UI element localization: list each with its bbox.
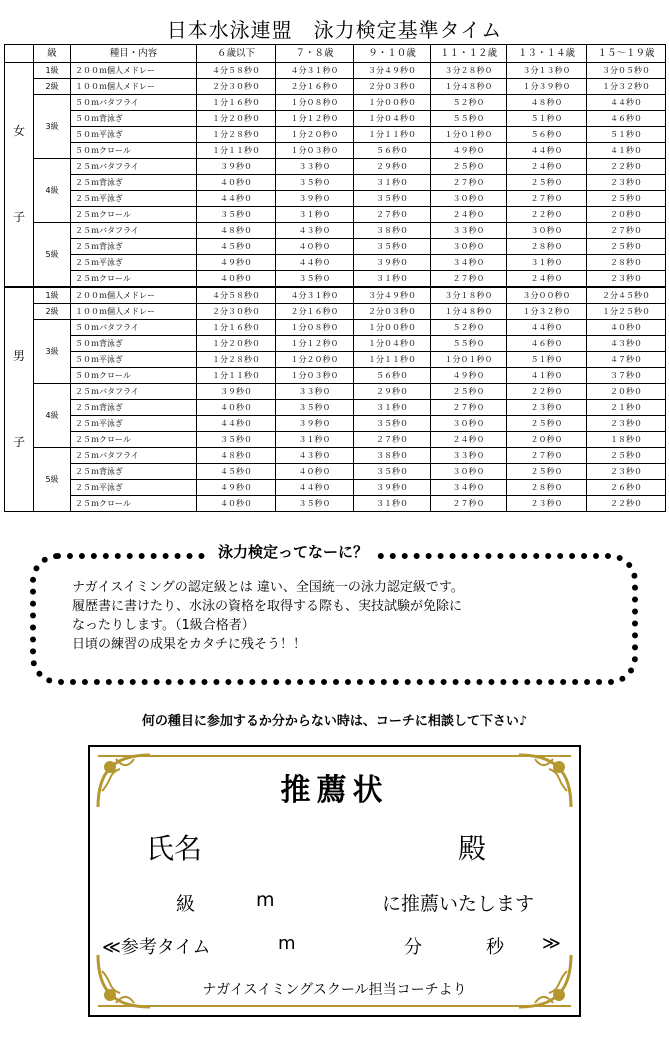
table-row <box>5 416 666 432</box>
time-cell: ２９秒０ <box>354 159 431 175</box>
table-row <box>5 480 666 496</box>
time-cell: ５６秒０ <box>507 127 587 143</box>
time-cell: ２３秒０ <box>587 175 666 191</box>
sex-cell <box>5 63 34 288</box>
time-cell: ５２秒０ <box>431 95 507 111</box>
column-header: １３・１４歳 <box>507 45 587 63</box>
table-row <box>5 432 666 448</box>
table-header-row <box>5 45 666 63</box>
time-cell: １分２８秒０ <box>197 127 276 143</box>
certificate-title: 推薦状 <box>280 773 389 808</box>
table-row <box>5 111 666 127</box>
time-cell: ３４秒０ <box>431 480 507 496</box>
time-cell: ３５秒０ <box>276 175 354 191</box>
honorific-label: 殿 <box>458 832 487 865</box>
time-cell: ３０秒０ <box>431 191 507 207</box>
time-cell: ２４秒０ <box>507 159 587 175</box>
time-cell: ２６秒０ <box>587 480 666 496</box>
recommend-text: に推薦いたします <box>382 893 535 915</box>
time-cell: ３３秒０ <box>276 384 354 400</box>
time-cell: １分１１秒０ <box>354 352 431 368</box>
standard-times-table <box>4 44 666 512</box>
time-cell: ４０秒０ <box>197 175 276 191</box>
time-cell: ４０秒０ <box>276 464 354 480</box>
time-cell: １分４８秒０ <box>431 79 507 95</box>
table-row <box>5 191 666 207</box>
info-line: ナガイスイミングの認定級とは 違い、全国統一の泳力認定級です。 <box>72 580 464 595</box>
time-cell: ４０秒０ <box>197 400 276 416</box>
event-cell: ２５ｍ平泳ぎ <box>71 255 197 271</box>
level-cell: 2級 <box>34 304 71 320</box>
time-cell: ４４秒０ <box>197 191 276 207</box>
time-cell: ３分１３秒０ <box>507 63 587 79</box>
time-cell: ４６秒０ <box>587 111 666 127</box>
time-cell: １分２０秒０ <box>197 111 276 127</box>
time-cell: ４分３１秒０ <box>276 287 354 304</box>
column-header: ６歳以下 <box>197 45 276 63</box>
time-cell: １分０４秒０ <box>354 111 431 127</box>
time-cell: ２分３０秒０ <box>197 304 276 320</box>
event-cell: ２５ｍクロール <box>71 432 197 448</box>
consult-notice: 何の種目に参加するか分からない時は、コーチに相談して下さい♪ <box>141 714 528 729</box>
table-row <box>5 127 666 143</box>
time-cell: ２５秒０ <box>431 159 507 175</box>
table-row <box>5 159 666 175</box>
time-cell: １分０１秒０ <box>431 127 507 143</box>
time-cell: ３５秒０ <box>354 464 431 480</box>
time-cell: ２２秒０ <box>507 207 587 223</box>
time-cell: ２３秒０ <box>587 271 666 288</box>
time-cell: ２分４５秒０ <box>587 287 666 304</box>
time-cell: １８秒０ <box>587 432 666 448</box>
time-cell: ２７秒０ <box>431 496 507 512</box>
time-cell: ４５秒０ <box>197 239 276 255</box>
time-cell: ２２秒０ <box>507 384 587 400</box>
info-line: 日頃の練習の成果をカタチに残そう！！ <box>72 637 307 652</box>
event-cell: ２５ｍクロール <box>71 207 197 223</box>
time-cell: ３５秒０ <box>354 191 431 207</box>
event-cell: ２５ｍ背泳ぎ <box>71 400 197 416</box>
time-cell: ２分１６秒０ <box>276 304 354 320</box>
column-header: ９・１０歳 <box>354 45 431 63</box>
time-cell: ２５秒０ <box>587 448 666 464</box>
time-cell: ２７秒０ <box>431 400 507 416</box>
sex-cell <box>5 287 34 512</box>
time-cell: １分１６秒０ <box>197 320 276 336</box>
event-cell: １００ｍ個人メドレー <box>71 304 197 320</box>
level-cell: 3級 <box>34 95 71 159</box>
time-cell: ３分１８秒０ <box>431 287 507 304</box>
seconds-label: 秒 <box>486 937 504 958</box>
name-label: 氏名 <box>146 832 203 865</box>
time-cell: ２７秒０ <box>587 223 666 239</box>
minutes-label: 分 <box>404 937 422 958</box>
time-cell: ４１秒０ <box>507 368 587 384</box>
table-row <box>5 320 666 336</box>
time-cell: ４３秒０ <box>276 223 354 239</box>
time-cell: ２０秒０ <box>507 432 587 448</box>
time-cell: １分１１秒０ <box>354 127 431 143</box>
event-cell: ５０ｍクロール <box>71 143 197 159</box>
time-cell: ４０秒０ <box>197 271 276 288</box>
time-cell: ３０秒０ <box>431 239 507 255</box>
time-cell: ３５秒０ <box>354 416 431 432</box>
table-row <box>5 368 666 384</box>
level-cell: 5級 <box>34 223 71 288</box>
table-row <box>5 448 666 464</box>
event-cell: ２５ｍ平泳ぎ <box>71 416 197 432</box>
time-cell: ４分５８秒０ <box>197 287 276 304</box>
column-header: 種目・内容 <box>71 45 197 63</box>
level-cell: 2級 <box>34 79 71 95</box>
kyu-label: 級 <box>176 893 196 915</box>
time-cell: ３分４９秒０ <box>354 287 431 304</box>
time-cell: ３１秒０ <box>354 175 431 191</box>
recommendation-certificate <box>88 745 581 1017</box>
table-row <box>5 464 666 480</box>
info-box-body <box>72 578 464 654</box>
table-row <box>5 384 666 400</box>
time-cell: ３５秒０ <box>197 207 276 223</box>
time-cell: ４９秒０ <box>431 368 507 384</box>
time-cell: ２４秒０ <box>431 432 507 448</box>
event-cell: ２５ｍクロール <box>71 271 197 288</box>
event-cell: ２５ｍバタフライ <box>71 159 197 175</box>
time-cell: １分０８秒０ <box>276 320 354 336</box>
time-cell: ２２秒０ <box>587 496 666 512</box>
time-cell: １分０４秒０ <box>354 336 431 352</box>
time-cell: ４０秒０ <box>587 320 666 336</box>
time-cell: １分２５秒０ <box>587 304 666 320</box>
time-cell: ３１秒０ <box>276 432 354 448</box>
time-cell: ４１秒０ <box>587 143 666 159</box>
time-cell: ２７秒０ <box>507 191 587 207</box>
time-cell: ２分１６秒０ <box>276 79 354 95</box>
time-cell: ３５秒０ <box>197 432 276 448</box>
time-cell: ２分０３秒０ <box>354 304 431 320</box>
table-row <box>5 79 666 95</box>
table-row <box>5 336 666 352</box>
time-cell: ４９秒０ <box>197 255 276 271</box>
time-cell: ４分３１秒０ <box>276 63 354 79</box>
time-cell: ２５秒０ <box>587 191 666 207</box>
time-cell: ４９秒０ <box>431 143 507 159</box>
event-cell: ５０ｍバタフライ <box>71 320 197 336</box>
event-cell: ２５ｍ平泳ぎ <box>71 480 197 496</box>
column-header: 級 <box>34 45 71 63</box>
time-cell: ２３秒０ <box>507 400 587 416</box>
time-cell: ４４秒０ <box>197 416 276 432</box>
time-cell: ２７秒０ <box>431 175 507 191</box>
time-cell: １分００秒０ <box>354 95 431 111</box>
event-cell: ２００ｍ個人メドレー <box>71 287 197 304</box>
event-cell: ２５ｍバタフライ <box>71 384 197 400</box>
reference-time-open: ≪参考タイム <box>102 937 211 958</box>
time-cell: ２７秒０ <box>354 432 431 448</box>
time-cell: ５１秒０ <box>507 111 587 127</box>
time-cell: ４４秒０ <box>587 95 666 111</box>
time-cell: ２８秒０ <box>507 480 587 496</box>
time-cell: ５５秒０ <box>431 111 507 127</box>
level-cell: 4級 <box>34 384 71 448</box>
time-cell: １分３２秒０ <box>507 304 587 320</box>
time-cell: ２２秒０ <box>587 159 666 175</box>
time-cell: １分１１秒０ <box>197 143 276 159</box>
time-cell: ３５秒０ <box>276 496 354 512</box>
time-cell: ４４秒０ <box>276 255 354 271</box>
time-cell: ３分０５秒０ <box>587 63 666 79</box>
time-cell: ３１秒０ <box>354 400 431 416</box>
time-cell: ２３秒０ <box>507 496 587 512</box>
event-cell: ２５ｍ背泳ぎ <box>71 464 197 480</box>
time-cell: ２０秒０ <box>587 207 666 223</box>
time-cell: １分４８秒０ <box>431 304 507 320</box>
time-cell: １分００秒０ <box>354 320 431 336</box>
time-cell: ３分２８秒０ <box>431 63 507 79</box>
time-cell: ３１秒０ <box>276 207 354 223</box>
time-cell: ３５秒０ <box>276 400 354 416</box>
time-cell: １分３９秒０ <box>507 79 587 95</box>
time-cell: ３９秒０ <box>354 480 431 496</box>
table-row <box>5 255 666 271</box>
table-row <box>5 207 666 223</box>
time-cell: ４分５８秒０ <box>197 63 276 79</box>
level-cell: 1級 <box>34 287 71 304</box>
event-cell: ２５ｍバタフライ <box>71 448 197 464</box>
time-cell: ４４秒０ <box>507 143 587 159</box>
time-cell: ５６秒０ <box>354 143 431 159</box>
time-cell: ３９秒０ <box>276 191 354 207</box>
time-cell: １分０８秒０ <box>276 95 354 111</box>
time-cell: １分０３秒０ <box>276 368 354 384</box>
event-cell: ５０ｍクロール <box>71 368 197 384</box>
table-row <box>5 271 666 288</box>
time-cell: ３９秒０ <box>276 416 354 432</box>
time-cell: ４４秒０ <box>276 480 354 496</box>
time-cell: ４３秒０ <box>276 448 354 464</box>
time-cell: １分２０秒０ <box>276 352 354 368</box>
time-cell: ４８秒０ <box>197 448 276 464</box>
time-cell: ５６秒０ <box>354 368 431 384</box>
page-title: 日本水泳連盟 泳力検定基準タイム <box>166 18 503 42</box>
time-cell: １分３２秒０ <box>587 79 666 95</box>
time-cell: ３９秒０ <box>197 159 276 175</box>
time-cell: ３７秒０ <box>587 368 666 384</box>
time-cell: ２８秒０ <box>587 255 666 271</box>
column-header <box>5 45 34 63</box>
time-cell: ４０秒０ <box>276 239 354 255</box>
meter-label: m <box>278 933 296 954</box>
table-row <box>5 352 666 368</box>
event-cell: ２５ｍ背泳ぎ <box>71 175 197 191</box>
time-cell: １分２０秒０ <box>276 127 354 143</box>
time-cell: ２８秒０ <box>507 239 587 255</box>
event-cell: ５０ｍ平泳ぎ <box>71 127 197 143</box>
time-cell: ３８秒０ <box>354 448 431 464</box>
time-cell: ３９秒０ <box>197 384 276 400</box>
time-cell: １分２８秒０ <box>197 352 276 368</box>
time-cell: ５１秒０ <box>507 352 587 368</box>
time-cell: ２９秒０ <box>354 384 431 400</box>
table-row <box>5 63 666 79</box>
time-cell: ２５秒０ <box>587 239 666 255</box>
time-cell: ３０秒０ <box>431 416 507 432</box>
event-cell: ５０ｍ平泳ぎ <box>71 352 197 368</box>
meter-label: m <box>256 889 275 911</box>
time-cell: １分２０秒０ <box>197 336 276 352</box>
column-header: １５〜１９歳 <box>587 45 666 63</box>
time-cell: ２分０３秒０ <box>354 79 431 95</box>
time-cell: ３０秒０ <box>431 464 507 480</box>
table-row <box>5 239 666 255</box>
certificate-footer: ナガイスイミングスクール担当コーチより <box>202 982 467 998</box>
time-cell: １分１２秒０ <box>276 111 354 127</box>
time-cell: ４８秒０ <box>507 95 587 111</box>
time-cell: ２７秒０ <box>507 448 587 464</box>
table-row <box>5 143 666 159</box>
time-cell: ４３秒０ <box>587 336 666 352</box>
sex-label: 男 <box>12 348 25 363</box>
time-cell: ４４秒０ <box>507 320 587 336</box>
time-cell: ２３秒０ <box>587 416 666 432</box>
time-cell: １分０３秒０ <box>276 143 354 159</box>
time-cell: ３５秒０ <box>276 271 354 288</box>
time-cell: ５２秒０ <box>431 320 507 336</box>
time-cell: １分１１秒０ <box>197 368 276 384</box>
time-cell: ２７秒０ <box>431 271 507 288</box>
time-cell: ２７秒０ <box>354 207 431 223</box>
time-cell: ３分４９秒０ <box>354 63 431 79</box>
time-cell: ４５秒０ <box>197 464 276 480</box>
time-cell: ２５秒０ <box>507 416 587 432</box>
time-cell: ５１秒０ <box>587 127 666 143</box>
table-row <box>5 304 666 320</box>
column-header: ７・８歳 <box>276 45 354 63</box>
reference-time-close: ≫ <box>542 933 561 954</box>
table-row <box>5 175 666 191</box>
time-cell: ４８秒０ <box>197 223 276 239</box>
time-cell: １分０１秒０ <box>431 352 507 368</box>
time-cell: ２５秒０ <box>431 384 507 400</box>
time-cell: ３３秒０ <box>276 159 354 175</box>
time-cell: ２１秒０ <box>587 400 666 416</box>
time-cell: ２０秒０ <box>587 384 666 400</box>
time-cell: ４６秒０ <box>507 336 587 352</box>
sex-label: 子 <box>12 434 25 449</box>
sex-label: 女 <box>12 123 25 138</box>
time-cell: ３８秒０ <box>354 223 431 239</box>
event-cell: １００ｍ個人メドレー <box>71 79 197 95</box>
event-cell: ２５ｍバタフライ <box>71 223 197 239</box>
event-cell: ２５ｍクロール <box>71 496 197 512</box>
time-cell: ５５秒０ <box>431 336 507 352</box>
time-cell: ３４秒０ <box>431 255 507 271</box>
event-cell: ２５ｍ平泳ぎ <box>71 191 197 207</box>
time-cell: ３分００秒０ <box>507 287 587 304</box>
info-line: 履歴書に書けたり、水泳の資格を取得する際も、実技試験が免除に <box>72 599 463 614</box>
time-cell: ２３秒０ <box>587 464 666 480</box>
time-cell: ４７秒０ <box>587 352 666 368</box>
level-cell: 5級 <box>34 448 71 512</box>
time-cell: ３１秒０ <box>354 496 431 512</box>
level-cell: 4級 <box>34 159 71 223</box>
time-cell: ２４秒０ <box>507 271 587 288</box>
time-cell: ３９秒０ <box>354 255 431 271</box>
level-cell: 3級 <box>34 320 71 384</box>
time-cell: ３３秒０ <box>431 223 507 239</box>
info-line: なったりします。（1級合格者） <box>72 618 255 633</box>
time-cell: ３０秒０ <box>507 223 587 239</box>
table-row <box>5 95 666 111</box>
time-cell: ２分３０秒０ <box>197 79 276 95</box>
time-cell: １分１２秒０ <box>276 336 354 352</box>
table-row <box>5 400 666 416</box>
event-cell: ５０ｍ背泳ぎ <box>71 336 197 352</box>
time-cell: ３３秒０ <box>431 448 507 464</box>
time-cell: ３１秒０ <box>507 255 587 271</box>
time-cell: ２５秒０ <box>507 175 587 191</box>
table-row <box>5 496 666 512</box>
time-cell: ４９秒０ <box>197 480 276 496</box>
column-header: １１・１２歳 <box>431 45 507 63</box>
ornament-border-line <box>98 755 571 757</box>
ornament-border-line <box>98 1005 571 1007</box>
table-row <box>5 223 666 239</box>
event-cell: ２００ｍ個人メドレー <box>71 63 197 79</box>
table-row <box>5 287 666 304</box>
time-cell: ３１秒０ <box>354 271 431 288</box>
event-cell: ２５ｍ背泳ぎ <box>71 239 197 255</box>
event-cell: ５０ｍ背泳ぎ <box>71 111 197 127</box>
info-box-title: 泳力検定ってなーに？ <box>210 541 376 562</box>
time-cell: ４０秒０ <box>197 496 276 512</box>
event-cell: ５０ｍバタフライ <box>71 95 197 111</box>
time-cell: ３５秒０ <box>354 239 431 255</box>
time-cell: １分１６秒０ <box>197 95 276 111</box>
time-cell: ２４秒０ <box>431 207 507 223</box>
level-cell: 1級 <box>34 63 71 79</box>
sex-label: 子 <box>12 209 25 224</box>
time-cell: ２５秒０ <box>507 464 587 480</box>
